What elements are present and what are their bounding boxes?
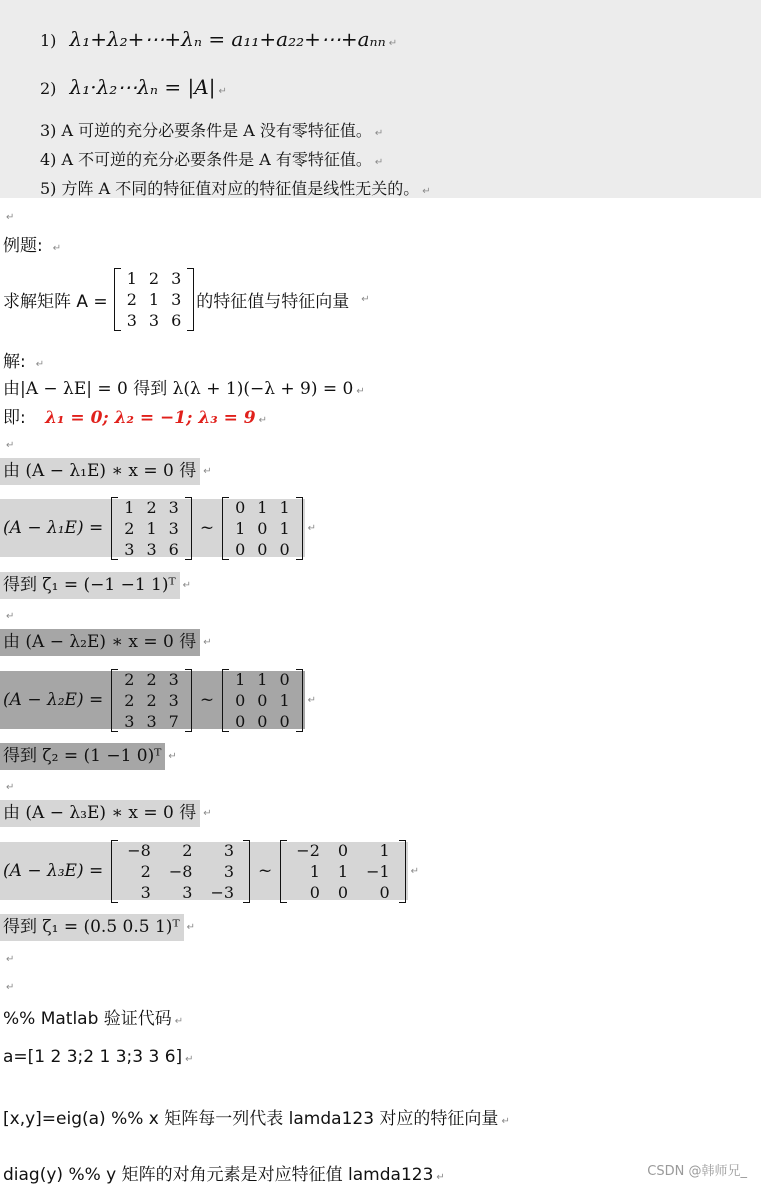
right-bracket	[296, 669, 303, 732]
matrix-cell: 2	[124, 690, 135, 710]
matlab-line-2	[3, 1104, 510, 1129]
matrix-cell: 1	[379, 840, 390, 860]
matrix-cell: 3	[171, 290, 182, 309]
left-bracket	[111, 669, 118, 732]
matrix-cell: 2	[182, 840, 193, 860]
step3-matrix-1-table	[118, 840, 243, 903]
property-2	[40, 75, 227, 99]
problem-prefix: 求解矩阵 A =	[3, 292, 108, 312]
matrix-cell: 0	[279, 711, 290, 731]
paragraph-mark: ↵	[501, 1116, 510, 1127]
matrix-cell: 3	[126, 311, 137, 330]
matrix-cell: −2	[296, 840, 320, 860]
matrix-row	[118, 711, 185, 732]
paragraph-mark: ↵	[422, 186, 431, 197]
matrix-cell: 1	[124, 497, 135, 517]
matrix-cell: −8	[168, 861, 193, 881]
matrix-cell: 1	[279, 497, 290, 517]
matrix-cell: 1	[235, 669, 246, 689]
matlab-line-1-text: a=[1 2 3;2 1 3;3 3 6]	[3, 1047, 183, 1067]
paragraph-mark: ↵	[6, 440, 15, 451]
matrix-cell: 7	[168, 711, 179, 731]
left-bracket	[280, 840, 287, 903]
step2-condition-text: 由 (A − λ₂E) ∗ x = 0 得	[0, 629, 200, 656]
paragraph-mark: ↵	[186, 922, 195, 933]
paragraph-mark: ↵	[174, 1016, 184, 1027]
step1-matrix-1	[111, 497, 192, 560]
trace-formula: λ₁+λ₂+⋯+λₙ = a₁₁+a₂₂+⋯+aₙₙ	[69, 27, 386, 51]
matrix-cell: 0	[279, 669, 290, 689]
step1-result	[0, 572, 191, 599]
empty-paragraph	[3, 975, 14, 995]
paragraph-mark: ↵	[436, 1172, 445, 1183]
matrix-row	[118, 539, 185, 560]
paragraph-mark: ↵	[203, 808, 212, 819]
matrix-cell: 1	[235, 518, 246, 538]
determinant-formula: λ₁·λ₂⋯λₙ = |A|	[69, 75, 216, 99]
paragraph-mark: ↵	[168, 751, 177, 762]
matrix-cell: 2	[146, 690, 157, 710]
step1-matrix-1-table	[118, 497, 185, 560]
matrix-cell: 3	[146, 711, 157, 731]
empty-paragraph	[3, 433, 14, 453]
tilde-symbol: ~	[199, 518, 215, 538]
paragraph-mark: ↵	[185, 1054, 194, 1065]
matrix-cell: 0	[257, 518, 268, 538]
problem-suffix: 的特征值与特征向量	[196, 292, 350, 312]
property-2-number: 2)	[40, 79, 57, 98]
step1-condition	[0, 458, 212, 485]
matrix-cell: 1	[148, 290, 160, 309]
matrix-row	[121, 310, 188, 331]
step1-reduction-box	[0, 499, 305, 557]
matrix-cell: 3	[168, 518, 179, 538]
paragraph-mark: ↵	[218, 86, 227, 97]
step3-result	[0, 914, 195, 941]
paragraph-mark: ↵	[35, 359, 45, 370]
left-bracket	[222, 669, 229, 732]
empty-paragraph	[3, 775, 14, 795]
paragraph-mark: ↵	[374, 157, 384, 168]
right-bracket	[187, 268, 194, 331]
matrix-cell: 0	[257, 690, 268, 710]
matrix-cell: 0	[337, 882, 349, 902]
right-bracket	[185, 669, 192, 732]
example-heading-text: 例题:	[3, 236, 43, 256]
matrix-row	[229, 669, 296, 690]
matrix-cell: 3	[148, 311, 160, 330]
step3-lhs: (A − λ₃E) =	[3, 861, 104, 881]
empty-paragraph	[3, 205, 14, 225]
matrix-cell: 0	[257, 711, 268, 731]
paragraph-mark: ↵	[182, 580, 192, 591]
matrix-cell: 6	[168, 539, 179, 559]
matrix-cell: 3	[182, 882, 193, 902]
matrix-row	[118, 497, 185, 518]
eigenvalues: λ₁ = 0; λ₂ = −1; λ₃ = 9	[45, 408, 256, 428]
eigenvector-2: 得到 ζ₂ = (1 −1 0)ᵀ	[0, 743, 165, 770]
matrix-cell: 1	[279, 518, 290, 538]
step1-matrix-2	[222, 497, 303, 560]
step2-lhs: (A − λ₂E) =	[3, 690, 104, 710]
matrix-cell: 1	[126, 269, 137, 288]
paragraph-mark: ↵	[388, 38, 398, 49]
step3-condition-text: 由 (A − λ₃E) ∗ x = 0 得	[0, 800, 200, 827]
matrix-row	[118, 882, 243, 903]
step2-matrix-1	[111, 669, 192, 732]
eigenvalues-prefix: 即:	[3, 408, 26, 428]
matrix-row	[287, 840, 398, 861]
property-4	[40, 147, 383, 170]
step3-reduction	[0, 842, 419, 900]
step2-matrix-2-table	[229, 669, 296, 732]
step3-reduction-box	[0, 842, 408, 900]
right-bracket	[185, 497, 192, 560]
step2-matrix-1-table	[118, 669, 185, 732]
watermark: CSDN @韩师兄_	[647, 1164, 747, 1179]
step2-result	[0, 743, 177, 770]
matrix-row	[118, 690, 185, 711]
step1-matrix-2-table	[229, 497, 296, 560]
matrix-a-table	[121, 268, 188, 331]
property-5	[40, 176, 431, 199]
matrix-cell: 3	[171, 269, 182, 288]
left-bracket	[111, 497, 118, 560]
paragraph-mark: ↵	[410, 865, 420, 877]
paragraph-mark: ↵	[6, 982, 15, 993]
matrix-cell: −8	[127, 840, 151, 860]
step2-condition	[0, 629, 212, 656]
right-bracket	[399, 840, 406, 903]
step3-matrix-2	[280, 840, 405, 903]
matrix-row	[121, 268, 188, 289]
problem-statement	[3, 268, 370, 331]
left-bracket	[114, 268, 121, 331]
paragraph-mark: ↵	[6, 954, 15, 965]
eigenvector-1: 得到 ζ₁ = (−1 −1 1)ᵀ	[0, 572, 180, 599]
matrix-cell: 3	[146, 539, 157, 559]
matrix-cell: 0	[337, 840, 349, 860]
matrix-row	[121, 289, 188, 310]
characteristic-equation-text: 由|A − λE| = 0 得到 λ(λ + 1)(−λ + 9) = 0	[3, 379, 354, 399]
solution-heading	[3, 347, 44, 372]
matrix-cell: 1	[257, 497, 268, 517]
tilde-symbol: ~	[199, 690, 215, 710]
matrix-cell: 1	[146, 518, 157, 538]
paragraph-mark: ↵	[6, 212, 15, 223]
matrix-cell: 1	[337, 861, 349, 881]
step3-matrix-1	[111, 840, 250, 903]
matrix-row	[287, 861, 398, 882]
matrix-cell: 3	[223, 861, 235, 881]
paragraph-mark: ↵	[374, 128, 384, 139]
matrix-row	[118, 840, 243, 861]
matrix-cell: 0	[309, 882, 320, 902]
step1-lhs: (A − λ₁E) =	[3, 518, 104, 538]
matrix-cell: 1	[279, 690, 290, 710]
matrix-cell: 0	[257, 539, 268, 559]
step3-matrix-2-table	[287, 840, 398, 903]
matrix-cell: 2	[148, 269, 160, 288]
paragraph-mark: ↵	[203, 466, 212, 477]
matrix-cell: 3	[124, 539, 135, 559]
left-bracket	[111, 840, 118, 903]
paragraph-mark: ↵	[6, 611, 15, 622]
step2-matrix-2	[222, 669, 303, 732]
step2-reduction-box	[0, 671, 305, 729]
step1-reduction	[0, 499, 316, 557]
property-3-text: 3) A 可逆的充分必要条件是 A 没有零特征值。	[40, 121, 372, 140]
matrix-cell: 2	[146, 669, 157, 689]
solution-heading-text: 解:	[3, 352, 26, 372]
matrix-cell: 0	[279, 539, 290, 559]
paragraph-mark: ↵	[258, 415, 267, 426]
paragraph-mark: ↵	[307, 522, 317, 534]
property-4-text: 4) A 不可逆的充分必要条件是 A 有零特征值。	[40, 150, 372, 169]
matlab-line-2-text: [x,y]=eig(a) %% x 矩阵每一列代表 lamda123 对应的特征向量	[3, 1109, 499, 1129]
paragraph-mark: ↵	[52, 243, 62, 254]
empty-paragraph	[3, 604, 14, 624]
matlab-line-3-text: diag(y) %% y 矩阵的对角元素是对应特征值 lamda123	[3, 1165, 434, 1185]
property-1-number: 1)	[40, 31, 57, 50]
matlab-comment	[3, 1004, 183, 1029]
matlab-line-3	[3, 1160, 445, 1185]
matrix-cell: 3	[168, 690, 179, 710]
matrix-row	[229, 497, 296, 518]
matrix-row	[229, 690, 296, 711]
paragraph-mark: ↵	[6, 782, 15, 793]
matrix-cell: 0	[235, 539, 246, 559]
matrix-cell: −1	[366, 861, 390, 881]
matrix-cell: 2	[146, 497, 157, 517]
paragraph-mark: ↵	[356, 386, 365, 397]
matrix-row	[118, 669, 185, 690]
matrix-row	[118, 861, 243, 882]
right-bracket	[243, 840, 250, 903]
matrix-row	[229, 539, 296, 560]
matrix-cell: 2	[140, 861, 151, 881]
matlab-line-1	[3, 1047, 194, 1067]
eigenvector-3: 得到 ζ₁ = (0.5 0.5 1)ᵀ	[0, 914, 184, 941]
property-3	[40, 118, 383, 141]
characteristic-equation	[3, 374, 365, 399]
property-1	[40, 27, 397, 51]
matrix-a	[114, 268, 195, 331]
matrix-cell: 0	[235, 497, 246, 517]
paragraph-mark: ↵	[203, 637, 212, 648]
matrix-cell: 0	[235, 690, 246, 710]
eigenvalues-line	[3, 403, 267, 428]
matrix-cell: 3	[140, 882, 151, 902]
matrix-cell: 3	[168, 497, 179, 517]
left-bracket	[222, 497, 229, 560]
tilde-symbol: ~	[258, 861, 273, 881]
matrix-cell: 3	[168, 669, 179, 689]
matrix-cell: 1	[257, 669, 268, 689]
matrix-row	[118, 518, 185, 539]
paragraph-mark: ↵	[307, 694, 317, 706]
step2-reduction	[0, 671, 316, 729]
matrix-cell: 2	[124, 669, 135, 689]
matrix-cell: 0	[379, 882, 390, 902]
example-heading	[3, 231, 61, 256]
empty-paragraph	[3, 947, 14, 967]
matrix-cell: 2	[124, 518, 135, 538]
step1-condition-text: 由 (A − λ₁E) ∗ x = 0 得	[0, 458, 200, 485]
matrix-cell: 3	[223, 840, 235, 860]
matrix-row	[229, 518, 296, 539]
paragraph-mark: ↵	[361, 294, 370, 305]
matrix-cell: 6	[171, 311, 182, 330]
matrix-cell: −3	[210, 882, 235, 902]
right-bracket	[296, 497, 303, 560]
matrix-row	[287, 882, 398, 903]
matrix-row	[229, 711, 296, 732]
matrix-cell: 2	[126, 290, 137, 309]
property-5-text: 5) 方阵 A 不同的特征值对应的特征值是线性无关的。	[40, 179, 420, 198]
step3-condition	[0, 800, 212, 827]
matrix-cell: 1	[309, 861, 320, 881]
matrix-cell: 3	[124, 711, 135, 731]
matrix-cell: 0	[235, 711, 246, 731]
matlab-comment-text: %% Matlab 验证代码	[3, 1009, 172, 1029]
